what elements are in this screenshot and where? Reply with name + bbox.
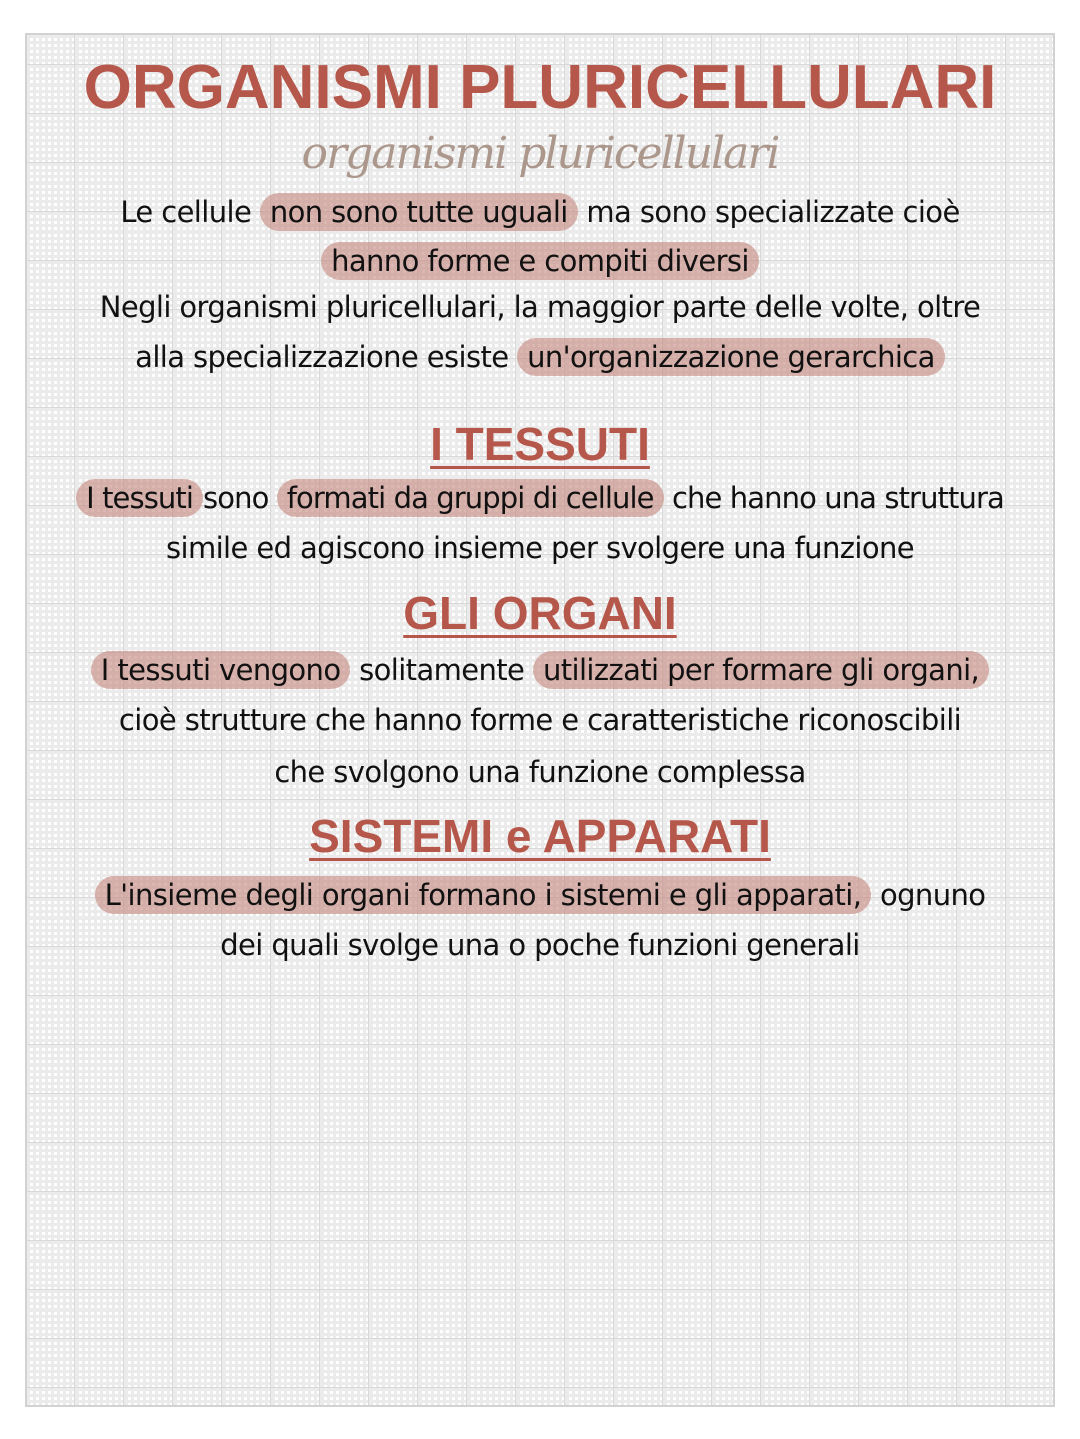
text: solitamente xyxy=(359,653,525,687)
intro-line-4 xyxy=(0,337,1080,377)
text: sono xyxy=(203,481,269,515)
title-script-overlay: organismi pluricellulari xyxy=(301,128,779,179)
heading-text: I TESSUTI xyxy=(430,418,650,470)
highlight: I tessuti vengono xyxy=(91,651,351,689)
heading-text: SISTEMI e APPARATI xyxy=(309,810,771,862)
heading-text: GLI ORGANI xyxy=(403,587,677,639)
text: ognuno xyxy=(879,878,986,912)
tessuti-line-2: simile ed agiscono insieme per svolgere una funzione xyxy=(165,531,914,565)
organi-line-2: cioè strutture che hanno forme e caratteristiche riconoscibili xyxy=(118,703,962,737)
organi-line-1 xyxy=(0,650,1080,690)
tessuti-line-1 xyxy=(0,478,1080,518)
highlight: formati da gruppi di cellule xyxy=(277,479,664,517)
text: Le cellule xyxy=(120,195,252,229)
highlight: utilizzati per formare gli organi, xyxy=(533,651,989,689)
heading-organi xyxy=(0,585,1080,641)
intro-line-2 xyxy=(0,241,1080,281)
text: ma sono specializzate cioè xyxy=(586,195,960,229)
page-title: ORGANISMI PLURICELLULARI xyxy=(83,53,997,122)
heading-tessuti xyxy=(0,416,1080,472)
sistemi-line-1 xyxy=(0,875,1080,915)
heading-sistemi xyxy=(0,808,1080,864)
highlight: un'organizzazione gerarchica xyxy=(517,338,945,376)
highlight: non sono tutte uguali xyxy=(260,193,578,231)
highlight: L'insieme degli organi formano i sistemi e gli apparati, xyxy=(95,876,872,914)
intro-line-1 xyxy=(0,192,1080,232)
highlight: hanno forme e compiti diversi xyxy=(321,242,759,280)
intro-line-3: Negli organismi pluricellulari, la maggior parte delle volte, oltre xyxy=(99,290,981,324)
organi-line-3: che svolgono una funzione complessa xyxy=(274,755,806,789)
sistemi-line-2: dei quali svolge una o poche funzioni generali xyxy=(220,928,860,962)
text: che hanno una struttura xyxy=(671,481,1004,515)
text: alla specializzazione esiste xyxy=(135,340,509,374)
highlight: I tessuti xyxy=(76,479,203,517)
